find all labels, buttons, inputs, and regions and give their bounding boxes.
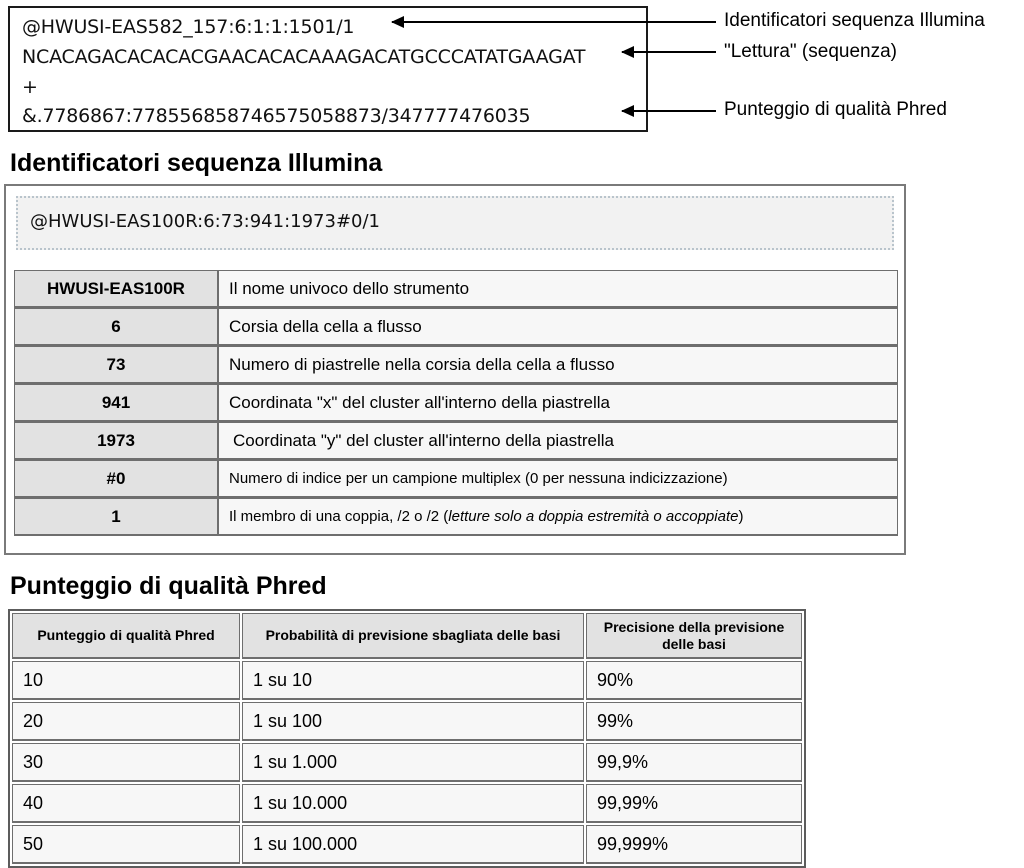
identifier-breakdown-table [14,270,898,536]
callout-arrow-identifier [392,21,716,23]
table-row [12,661,802,700]
phred-probability-cell: 1 su 10 [242,661,584,700]
phred-probability-cell: 1 su 100.000 [242,825,584,864]
phred-accuracy-cell: 99,999% [586,825,802,864]
phred-probability-cell: 1 su 100 [242,702,584,741]
identifier-example-text: @HWUSI-EAS100R:6:73:941:1973#0/1 [30,211,380,232]
table-row [12,825,802,864]
callout-arrow-quality [622,110,716,112]
identifier-part-key: 1 [14,498,218,536]
identifier-part-key: 1973 [14,422,218,460]
identifier-part-desc: Numero di indice per un campione multiplex (0 per nessuna indicizzazione) [218,460,898,498]
phred-accuracy-cell: 99,9% [586,743,802,782]
fastq-separator-line: + [22,76,38,98]
identifier-section-heading: Identificatori sequenza Illumina [10,149,383,177]
callout-label-sequence: "Lettura" (sequenza) [724,41,897,62]
identifier-example-box [16,196,894,250]
table-row [14,460,898,498]
identifier-part-key: 6 [14,308,218,346]
table-header-row [12,613,802,659]
identifier-part-key: HWUSI-EAS100R [14,270,218,308]
table-row [14,346,898,384]
table-row [14,308,898,346]
table-row [12,743,802,782]
phred-accuracy-cell: 99,99% [586,784,802,823]
phred-score-cell: 20 [12,702,240,741]
phred-section-heading: Punteggio di qualità Phred [10,572,327,600]
identifier-part-key: #0 [14,460,218,498]
identifier-part-desc-suffix: ) [738,508,744,525]
phred-accuracy-cell: 90% [586,661,802,700]
identifier-part-desc: Il nome univoco dello strumento [218,270,898,308]
identifier-part-desc: Numero di piastrelle nella corsia della cella a flusso [218,346,898,384]
phred-accuracy-cell: 99% [586,702,802,741]
identifier-part-key: 941 [14,384,218,422]
phred-score-cell: 10 [12,661,240,700]
phred-score-cell: 30 [12,743,240,782]
column-header-accuracy: Precisione della previsione delle basi [586,613,802,659]
phred-score-cell: 50 [12,825,240,864]
identifier-section-panel [4,184,906,555]
phred-score-cell: 40 [12,784,240,823]
phred-probability-cell: 1 su 1.000 [242,743,584,782]
identifier-part-desc [218,498,898,536]
identifier-part-desc-prefix: Il membro di una coppia, /2 o /2 ( [229,508,449,525]
fastq-sequence-line: NCACAGACACACACGAACACACAAAGACATGCCCATATGAAGAT [22,46,586,68]
callout-arrow-sequence [622,51,716,53]
callout-label-identifier: Identificatori sequenza Illumina [724,10,985,31]
fastq-record-diagram [0,0,1024,140]
table-row [14,384,898,422]
identifier-part-desc: Coordinata "x" del cluster all'interno della piastrella [218,384,898,422]
identifier-part-desc: Coordinata "y" del cluster all'interno della piastrella [218,422,898,460]
callout-label-quality: Punteggio di qualità Phred [724,99,947,120]
identifier-part-desc: Corsia della cella a flusso [218,308,898,346]
table-row [12,784,802,823]
table-row [14,422,898,460]
phred-probability-cell: 1 su 10.000 [242,784,584,823]
table-row [14,498,898,536]
fastq-quality-line: &.7786867:778556858746575058873/347777476035 [22,105,531,127]
column-header-probability: Probabilità di previsione sbagliata delle basi [242,613,584,659]
table-row [12,702,802,741]
fastq-identifier-line: @HWUSI-EAS582_157:6:1:1:1501/1 [22,16,355,38]
fastq-record-box [8,6,648,132]
identifier-part-key: 73 [14,346,218,384]
phred-quality-table [8,609,806,868]
table-row [14,270,898,308]
column-header-score: Punteggio di qualità Phred [12,613,240,659]
identifier-part-desc-italic: letture solo a doppia estremità o accoppiate [448,508,739,525]
